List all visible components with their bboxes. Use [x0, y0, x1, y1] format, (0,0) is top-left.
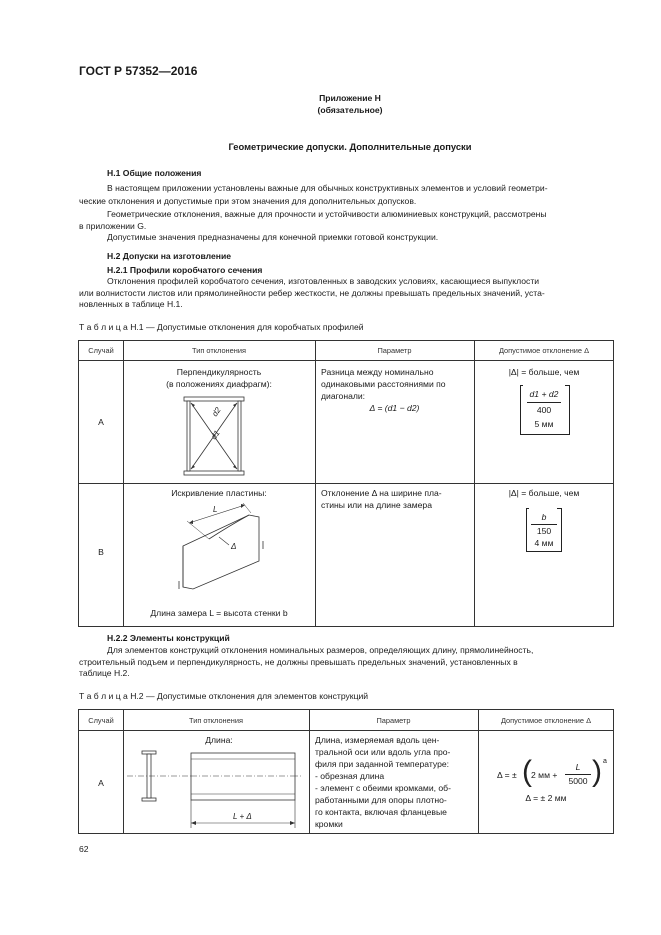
table1-caption	[79, 321, 364, 334]
table1-header-case: Случай	[88, 346, 114, 355]
h1-p3: Допустимые значения предназначены для конечной приемки готовой конструкции.	[107, 232, 439, 242]
label-d1: d1	[209, 428, 222, 442]
table2-caption-text: Н.2 — Допустимые отклонения для элементов конструкций	[130, 691, 369, 701]
table1-rowA-param-line1: Разница между номинально	[321, 367, 434, 377]
table2-rowA-frac-num: L	[575, 762, 581, 772]
label-d2: d2	[210, 405, 223, 419]
table1-header-param: Параметр	[377, 346, 412, 355]
table2-rowA-param-line8: кромки	[315, 819, 343, 829]
table2-header-type: Тип отклонения	[189, 716, 243, 725]
table1	[78, 340, 614, 627]
table1-rowA-param-line2: одинаковыми расстояниями по	[321, 379, 446, 389]
h2-heading: Н.2 Допуски на изготовление	[107, 251, 232, 261]
table1-rowB-tol-prefix: |Δ| = больше, чем	[508, 488, 580, 498]
h2-1-p1-line2: или волнистости листов или прямолинейности ребер жесткости, не должны превышать предельных значений, уста-	[79, 288, 545, 298]
h2-1-p1-line1: Отклонения профилей коробчатого сечения, изготовленных в заводских условиях, касающиеся выпуклости	[107, 276, 540, 286]
table1-rowA-frac-num: d1 + d2	[529, 389, 559, 399]
table2-rowA-param-line3: филя при заданной температуре:	[315, 759, 450, 769]
table1-rowA-formula: Δ = (d1 − d2)	[369, 403, 420, 413]
table2-rowA-frac-den: 5000	[568, 776, 588, 786]
table1-rowA-frac-den: 400	[536, 405, 552, 415]
table2-header-case: Случай	[88, 716, 114, 725]
table2: Случай Тип отклонения Параметр Допустимое отклонение Δ А Длина: L + Δ Длина, измеряемая вдоль цен- тральной оси или вдоль угла про- филя при заданной температуре: - обрезная длина - элемент с обеими кромками, об- работанными для опоры плотно- го контакта, включая фланцевые кромки Δ = ± ( 2 мм + L 5000 ) a Δ = ± 2 мм	[78, 709, 614, 834]
table1-caption-prefix: Т а б л и ц а	[79, 322, 128, 332]
table1-rowA-case: А	[98, 417, 104, 427]
table1-header-type: Тип отклонения	[192, 346, 246, 355]
table2-rowA-param-line5: - элемент с обеими кромками, об-	[315, 783, 451, 793]
table1-rowA-tol-prefix: |Δ| = больше, чем	[508, 367, 580, 377]
table1-rowB-alt: 4 мм	[534, 538, 554, 548]
table2-caption	[79, 690, 368, 703]
table1-rowA-type-line1: Перпендикулярность	[176, 367, 262, 377]
table2-rowA-param-line1: Длина, измеряемая вдоль цен-	[315, 735, 440, 745]
table2-rowA-param-line2: тральной оси или вдоль угла про-	[315, 747, 451, 757]
h1-p1-line1: В настоящем приложении установлены важные для обычных конструктивных элементов и условий геометри-	[107, 183, 548, 193]
table2-rowA-case: А	[98, 778, 104, 788]
table2-rowA-formula-mid: 2 мм +	[531, 770, 558, 780]
h1-p1-line2: ческие отклонения и допустимые при этом значения для дополнительных допусков.	[79, 196, 417, 206]
h1-p2-line2: в приложении G.	[79, 221, 147, 231]
table1-rowB-param-line2: стины или на длине замера	[321, 500, 432, 510]
perpendicularity-diagram	[183, 396, 253, 478]
table1-rowB-case: В	[98, 547, 104, 557]
table1-rowB-frac-den: 150	[536, 526, 552, 536]
table1-header-tolerance: Допустимое отклонение Δ	[498, 346, 590, 355]
h2-1-p1-line3: новленных в таблице Н.1.	[79, 299, 183, 309]
table1-rowB-caption: Длина замера L = высота стенки b	[150, 608, 288, 618]
plate-curvature-diagram	[173, 501, 273, 591]
table2-caption-prefix: Т а б л и ц а	[79, 691, 128, 701]
page-number: 62	[79, 844, 89, 854]
dim-label: L + Δ	[233, 812, 252, 821]
table2-rowA-formula-left: Δ = ±	[497, 770, 517, 780]
h2-2-p-line2: строительный подъем и перпендикулярность, не должны превышать предельных значений, установленных в	[79, 657, 518, 667]
beam-length-diagram	[125, 746, 307, 832]
label-delta: Δ	[231, 542, 237, 551]
h1-heading: Н.1 Общие положения	[107, 168, 202, 178]
h2-1-heading: Н.2.1 Профили коробчатого сечения	[107, 265, 263, 275]
table2-rowA-sup: a	[603, 758, 607, 765]
h2-2-p-line3: таблице Н.2.	[79, 668, 130, 678]
table1-rowA-type-line2: (в положениях диафрагм):	[166, 379, 272, 389]
table2-rowA-param-line6: работанными для опоры плотно-	[315, 795, 447, 805]
table2-rowA-param-line7: го контакта, включая фланцевые	[315, 807, 447, 817]
appendix-title: Приложение Н	[319, 93, 381, 103]
table1-rowB-type-line1: Искривление пластины:	[171, 488, 267, 498]
document-header: ГОСТ Р 57352—2016	[79, 64, 198, 78]
h2-2-heading: Н.2.2 Элементы конструкций	[107, 633, 230, 643]
table2-rowA-param-line4: - обрезная длина	[315, 771, 385, 781]
table2-header-param: Параметр	[376, 716, 411, 725]
table1-rowB-param-line1: Отклонение Δ на ширине пла-	[321, 488, 442, 498]
h2-2-p-line1: Для элементов конструкций отклонения номинальных размеров, определяющих длину, прямолинейность,	[107, 645, 534, 655]
h1-p2-line1: Геометрические отклонения, важные для прочности и устойчивости алюминиевых конструкций, рассмотрены	[107, 209, 547, 219]
table1-caption-text: Н.1 — Допустимые отклонения для коробчатых профилей	[130, 322, 364, 332]
label-L: L	[213, 505, 218, 514]
table2-header-tolerance: Допустимое отклонение Δ	[500, 716, 592, 725]
table1-rowA-alt: 5 мм	[534, 419, 554, 429]
table2-rowA-tol-line2: Δ = ± 2 мм	[525, 793, 567, 803]
table2-rowA-type: Длина:	[205, 735, 233, 745]
table1-rowA-param-line3: диагонали:	[321, 391, 366, 401]
table1-rowB-frac-num: b	[541, 512, 547, 522]
section-title: Геометрические допуски. Дополнительные допуски	[228, 141, 472, 152]
appendix-subtitle: (обязательное)	[317, 105, 383, 115]
